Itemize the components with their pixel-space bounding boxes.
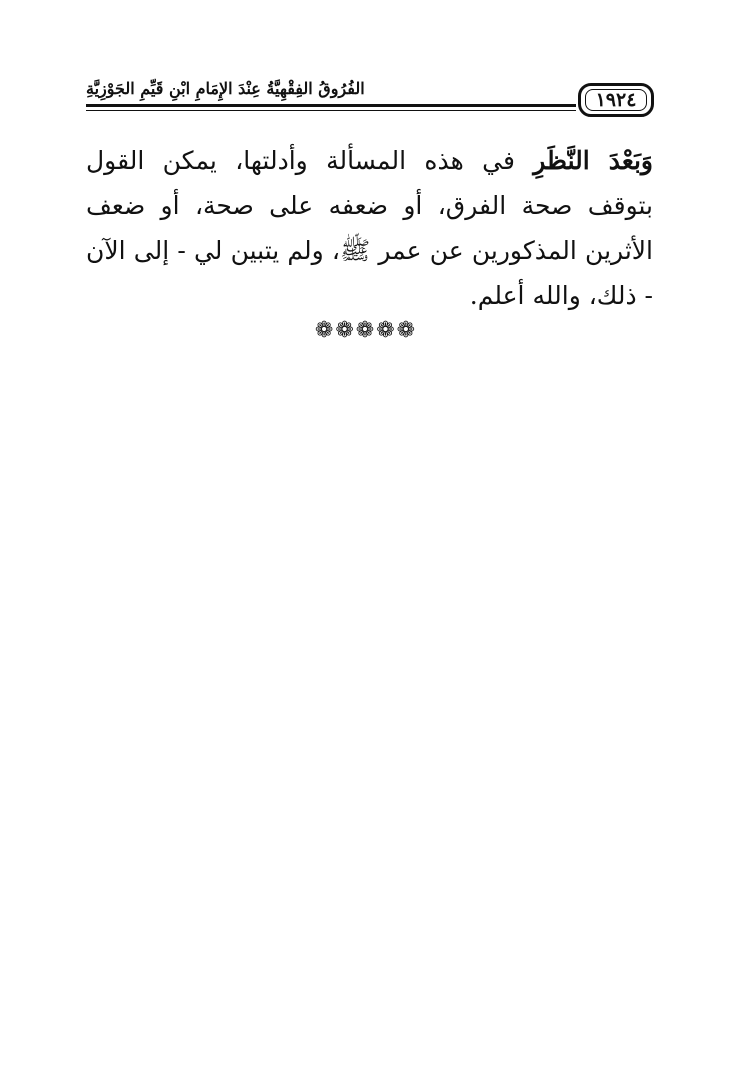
- body-paragraph: [86, 138, 653, 318]
- header-rule-thin: [86, 110, 576, 111]
- page-number: ١٩٢٤: [585, 89, 647, 111]
- header-rule-thick: [86, 104, 576, 107]
- page-header: [86, 76, 656, 126]
- book-title: الفُرُوقُ الفِقْهِيَّةُ عِنْدَ الإِمَامِ ابْنِ قَيِّمِ الجَوْزِيَّةِ: [86, 79, 365, 98]
- page-number-badge: [578, 83, 654, 117]
- lead-phrase: وَبَعْدَ النَّظَرِ: [533, 146, 653, 175]
- section-end-ornaments: ❁❁❁❁❁: [314, 318, 418, 343]
- paragraph-text: في هذه المسألة وأدلتها، يمكن القول بتوقف صحة الفرق، أو ضعفه على صحة، أو ضعف الأثرين المذكورين عن عمر ﷺ، ولم يتبين لي - إلى الآن - ذلك، والله أعلم.: [86, 146, 653, 310]
